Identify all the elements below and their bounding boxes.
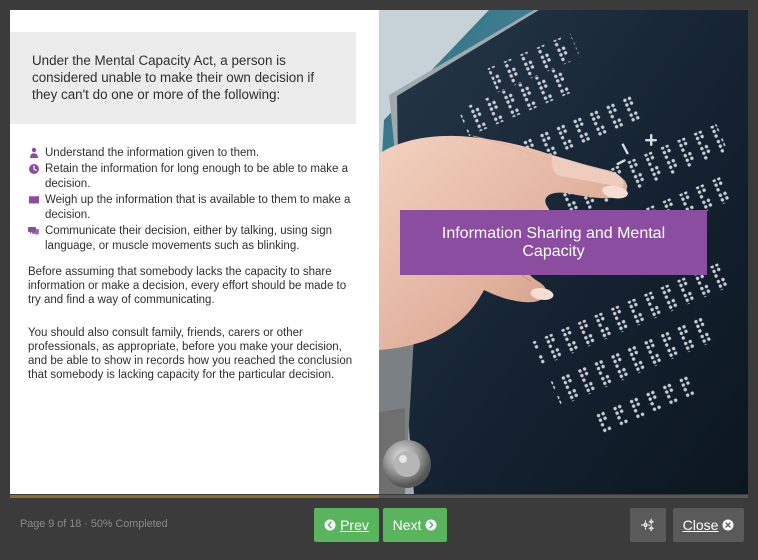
criteria-list — [28, 146, 364, 255]
section-title-text: Information Sharing and Mental Capacity — [441, 224, 666, 260]
prev-button-label: Prev — [340, 517, 369, 533]
next-button[interactable] — [383, 508, 447, 542]
intro-text: Under the Mental Capacity Act, a person is considered unable to make their own decision if they can't do one or more of the following: — [32, 53, 315, 102]
next-button-label: Next — [392, 517, 422, 533]
criteria-item-weigh — [28, 193, 364, 223]
chevron-right-icon — [425, 519, 437, 531]
gears-icon — [640, 517, 656, 533]
clock-icon — [28, 163, 40, 175]
criteria-item-communicate — [28, 224, 364, 254]
consultation-paragraph: You should also consult family, friends, carers or other professionals, as appropriate, before you make your decision, and be able to show in records how you reached the conclusion that somebody is lacking capacity for the particular decision. — [28, 327, 353, 381]
prev-button[interactable] — [314, 508, 379, 542]
criteria-item-retain — [28, 162, 364, 192]
communication-paragraph: Before assuming that somebody lacks the capacity to share information or make a decision, every effort should be made to try and find a way of communicating. — [28, 266, 347, 306]
book-icon — [28, 194, 40, 206]
chevron-left-icon — [324, 519, 336, 531]
section-title-banner — [400, 210, 707, 275]
criteria-item-text: Retain the information for long enough to be able to make a decision. — [45, 163, 349, 190]
criteria-item-text: Weigh up the information that is available to them to make a decision. — [45, 194, 351, 221]
criteria-item-understand — [28, 146, 364, 161]
intro-callout — [10, 32, 356, 124]
criteria-item-text: Communicate their decision, either by talking, using sign language, or muscle movements such as blinking. — [45, 225, 333, 252]
criteria-item-text: Understand the information given to them. — [45, 147, 260, 159]
close-button[interactable] — [673, 508, 744, 542]
chat-icon — [28, 225, 40, 237]
progress-bar — [10, 495, 748, 498]
person-icon — [28, 147, 40, 159]
settings-button[interactable] — [630, 508, 666, 542]
close-icon — [722, 519, 734, 531]
page-status-text: Page 9 of 18 · 50% Completed — [20, 518, 168, 530]
slide-text-panel — [10, 10, 379, 494]
progress-fill — [10, 495, 379, 498]
close-button-label: Close — [682, 517, 719, 533]
